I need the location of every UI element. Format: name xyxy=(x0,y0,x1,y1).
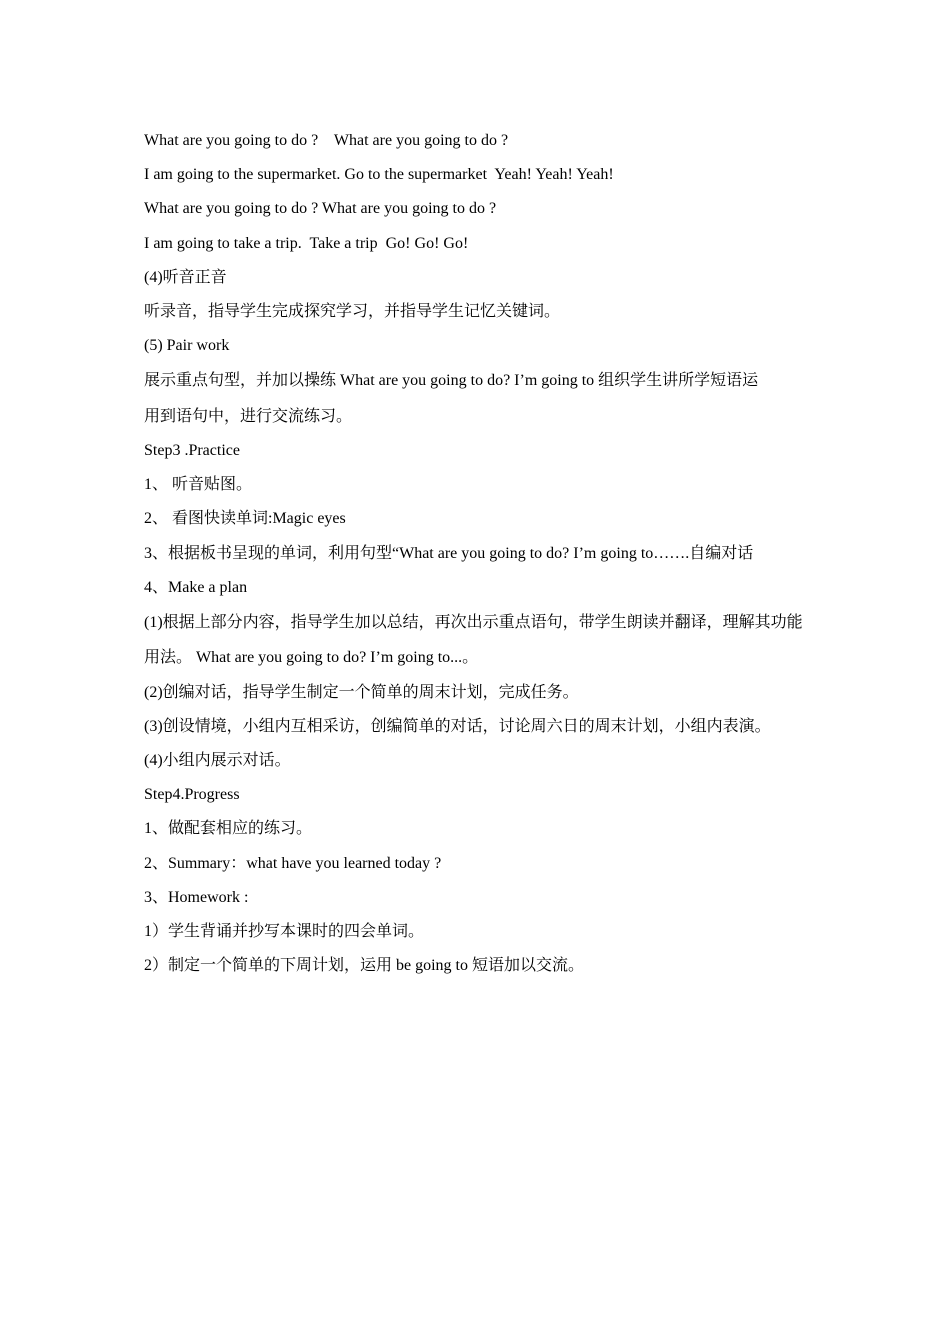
section-heading-step3: Step3 .Practice xyxy=(144,442,240,459)
paragraph-pair-work-line-2: 用到语句中，进行交流练习。 xyxy=(144,407,353,425)
chant-line-3: What are you going to do ? What are you going to do ? xyxy=(144,200,497,218)
paragraph-listen-recording: 听录音，指导学生完成探究学习，并指导学生记忆关键词。 xyxy=(144,302,561,320)
chant-line-2: I am going to the supermarket. Go to the supermarket Yeah! Yeah! Yeah! xyxy=(144,166,614,184)
homework-item-1: 1）学生背诵并抄写本课时的四会单词。 xyxy=(144,922,425,940)
paragraph-plan-1-line-1: (1)根据上部分内容，指导学生加以总结，再次出示重点语句，带学生朗读并翻译，理解其功能 xyxy=(144,613,803,631)
paragraph-plan-2: (2)创编对话，指导学生制定一个简单的周末计划，完成任务。 xyxy=(144,683,579,701)
chant-line-1: What are you going to do ? What are you going to do ? xyxy=(144,132,509,149)
step-heading-pair-work: (5) Pair work xyxy=(144,337,230,355)
paragraph-plan-1-line-2: 用法。 What are you going to do? I’m going to...。 xyxy=(144,649,479,667)
list-item-progress-1: 1、做配套相应的练习。 xyxy=(144,820,313,838)
chant-line-4: I am going to take a trip. Take a trip Go! Go! Go! xyxy=(144,234,469,252)
paragraph-pair-work-line-1: 展示重点句型，并加以操练 What are you going to do? I’m going to 组织学生讲所学短语运 xyxy=(144,372,759,390)
list-item-progress-2: 2、Summary：what have you learned today ? xyxy=(144,854,442,872)
section-heading-step4: Step4.Progress xyxy=(144,786,240,804)
homework-item-2: 2）制定一个简单的下周计划，运用 be going to 短语加以交流。 xyxy=(144,957,584,975)
list-item-practice-3: 3、根据板书呈现的单词，利用句型“What are you going to do? I’m going to…….自编对话 xyxy=(144,544,754,562)
paragraph-plan-4: (4)小组内展示对话。 xyxy=(144,752,291,769)
paragraph-plan-3: (3)创设情境，小组内互相采访，创编简单的对话，讨论周六日的周末计划，小组内表演。 xyxy=(144,717,771,735)
list-item-practice-1: 1、 听音贴图。 xyxy=(144,476,253,494)
list-item-progress-3: 3、Homework : xyxy=(144,888,249,906)
list-item-practice-4: 4、Make a plan xyxy=(144,578,248,596)
document-body xyxy=(144,124,808,983)
list-item-practice-2: 2、 看图快读单词:Magic eyes xyxy=(144,510,346,528)
step-heading-listen-correct: (4)听音正音 xyxy=(144,268,227,286)
